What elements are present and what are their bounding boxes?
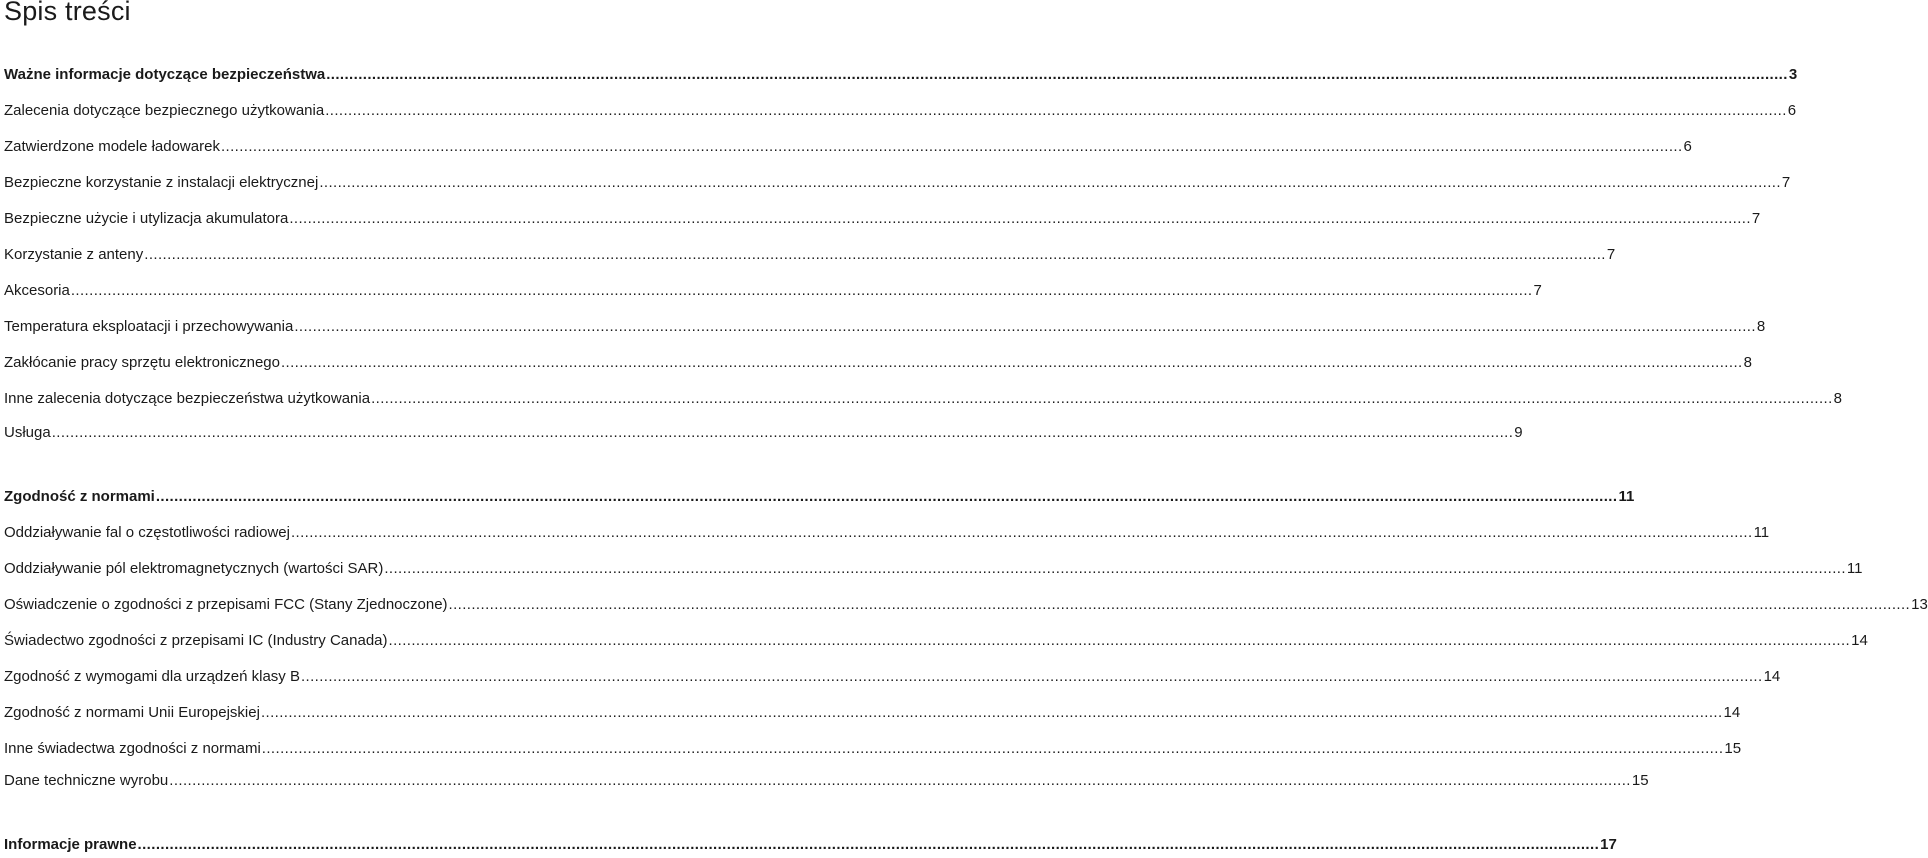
toc-leader-dots <box>138 836 1600 853</box>
toc-entry[interactable] <box>4 390 1842 412</box>
toc-entry-label: Dane techniczne wyrobu <box>4 772 169 789</box>
toc-entry-page-number: 6 <box>1683 138 1692 155</box>
toc-leader-dots <box>301 668 1763 685</box>
toc-entry-page-number: 15 <box>1631 772 1649 789</box>
toc-entry-page-number: 6 <box>1787 102 1797 119</box>
toc-entry[interactable] <box>4 632 1868 654</box>
toc-leader-dots <box>261 704 1723 721</box>
toc-entry-page-number: 8 <box>1756 318 1766 335</box>
toc-entry[interactable] <box>4 668 1781 690</box>
toc-entry-page-number: 8 <box>1833 390 1842 407</box>
toc-entry-page-number: 13 <box>1911 596 1928 613</box>
toc-leader-dots <box>326 66 1788 83</box>
toc-leader-dots <box>71 282 1533 299</box>
toc-entry[interactable] <box>4 488 1635 510</box>
toc-leader-dots <box>281 354 1743 371</box>
toc-entry-page-number: 8 <box>1743 354 1752 371</box>
toc-entry-page-number: 3 <box>1788 66 1798 83</box>
toc-entry-label: Inne zalecenia dotyczące bezpieczeństwa użytkowania <box>4 390 371 407</box>
toc-entry-page-number: 7 <box>1751 210 1761 227</box>
toc-entry[interactable] <box>4 560 1863 582</box>
toc-entry[interactable] <box>4 424 1523 446</box>
toc-leader-dots <box>371 390 1833 407</box>
toc-entry-label: Zatwierdzone modele ładowarek <box>4 138 220 155</box>
toc-entry-label: Korzystanie z anteny <box>4 246 144 263</box>
toc-entry-page-number: 7 <box>1606 246 1616 263</box>
toc-entry[interactable] <box>4 836 1617 858</box>
toc-leader-dots <box>319 174 1781 191</box>
toc-leader-dots <box>144 246 1606 263</box>
toc-entry-page-number: 11 <box>1618 488 1635 505</box>
toc-entry[interactable] <box>4 740 1742 762</box>
toc-entry[interactable] <box>4 102 1797 124</box>
toc-entry-label: Inne świadectwa zgodności z normami <box>4 740 261 757</box>
toc-entry[interactable] <box>4 704 1741 726</box>
toc-entry-page-number: 14 <box>1851 632 1868 649</box>
toc-entry-label: Usługa <box>4 424 51 441</box>
toc-entry-label: Zgodność z normami <box>4 488 155 505</box>
toc-entry[interactable] <box>4 596 1928 618</box>
toc-entry-label: Informacje prawne <box>4 836 137 853</box>
toc-entry-label: Zalecenia dotyczące bezpiecznego użytkowania <box>4 102 325 119</box>
toc-entry[interactable] <box>4 318 1766 340</box>
toc-entry-page-number: 7 <box>1533 282 1542 299</box>
toc-leader-dots <box>289 210 1751 227</box>
toc-entry-page-number: 7 <box>1781 174 1791 191</box>
toc-entry-page-number: 9 <box>1514 424 1523 441</box>
toc-entry-label: Zgodność z wymogami dla urządzeń klasy B <box>4 668 300 685</box>
toc-entry-page-number: 15 <box>1724 740 1742 757</box>
toc-entry[interactable] <box>4 354 1752 376</box>
toc-entry[interactable] <box>4 174 1791 196</box>
toc-leader-dots <box>389 632 1851 649</box>
toc-entry-page-number: 11 <box>1753 524 1770 541</box>
toc-leader-dots <box>262 740 1724 757</box>
toc-entry-label: Oddziaływanie pól elektromagnetycznych (wartości SAR) <box>4 560 384 577</box>
toc-entry-page-number: 17 <box>1600 836 1617 853</box>
toc-entry[interactable] <box>4 246 1616 268</box>
toc-entry[interactable] <box>4 282 1542 304</box>
toc-leader-dots <box>291 524 1753 541</box>
toc-entry[interactable] <box>4 210 1761 232</box>
toc-entry-label: Oświadczenie o zgodności z przepisami FCC (Stany Zjednoczone) <box>4 596 448 613</box>
toc-entry-label: Bezpieczne korzystanie z instalacji elektrycznej <box>4 174 319 191</box>
toc-entry-label: Bezpieczne użycie i utylizacja akumulatora <box>4 210 289 227</box>
toc-entry-label: Akcesoria <box>4 282 70 299</box>
toc-entry[interactable] <box>4 66 1798 88</box>
toc-entry[interactable] <box>4 138 1692 160</box>
toc-entry-label: Ważne informacje dotyczące bezpieczeństwa <box>4 66 326 83</box>
toc-leader-dots <box>325 102 1787 119</box>
toc-entry[interactable] <box>4 524 1770 546</box>
toc-entry-page-number: 11 <box>1846 560 1863 577</box>
toc-entry-label: Świadectwo zgodności z przepisami IC (Industry Canada) <box>4 632 388 649</box>
toc-leader-dots <box>52 424 1514 441</box>
toc-leader-dots <box>384 560 1846 577</box>
toc-entry-label: Zgodność z normami Unii Europejskiej <box>4 704 260 721</box>
toc-entry-label: Zakłócanie pracy sprzętu elektronicznego <box>4 354 280 371</box>
toc-entry[interactable] <box>4 772 1649 794</box>
toc-leader-dots <box>156 488 1618 505</box>
toc-leader-dots <box>221 138 1683 155</box>
toc-entry-page-number: 14 <box>1763 668 1781 685</box>
page-title: Spis treści <box>4 0 131 26</box>
toc-leader-dots <box>449 596 1911 613</box>
toc-leader-dots <box>169 772 1631 789</box>
toc-leader-dots <box>294 318 1756 335</box>
toc-entry-label: Oddziaływanie fal o częstotliwości radiowej <box>4 524 290 541</box>
toc-entry-label: Temperatura eksploatacji i przechowywania <box>4 318 294 335</box>
toc-entry-page-number: 14 <box>1723 704 1741 721</box>
